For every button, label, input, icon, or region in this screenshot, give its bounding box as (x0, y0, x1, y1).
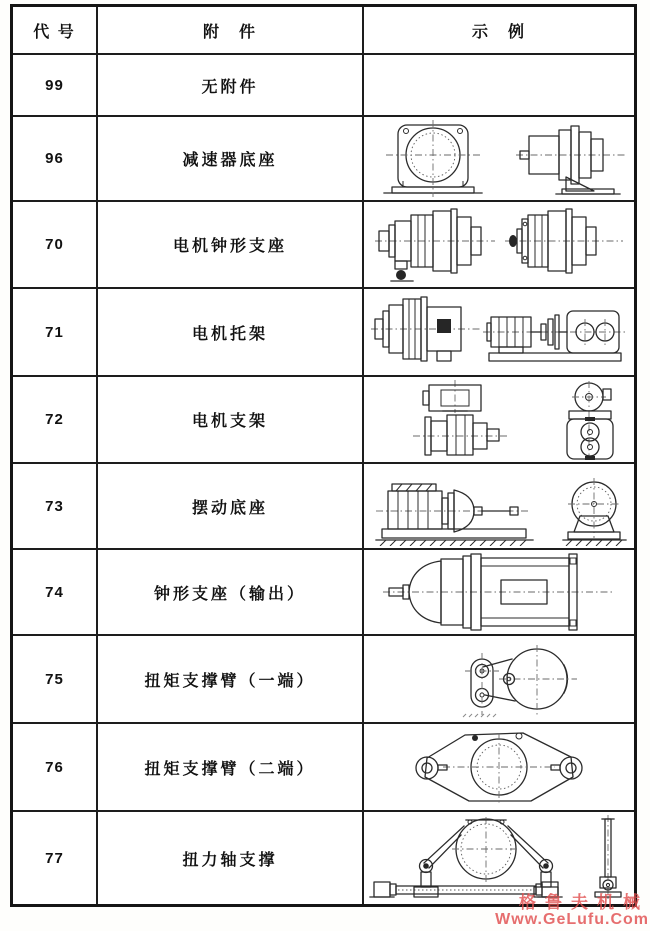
row-example (364, 636, 634, 722)
row-example (364, 550, 634, 634)
row-code: 77 (13, 812, 98, 904)
watermark-company-name: 格鲁夫机械 (519, 893, 649, 913)
row-label: 电机托架 (98, 289, 364, 375)
row-code: 72 (13, 377, 98, 462)
motor-mount-drawing (369, 379, 629, 461)
torque-arm-one-end-drawing (399, 637, 599, 721)
header-accessory: 附 件 (98, 7, 364, 53)
header-example: 示 例 (471, 23, 526, 41)
table-row (13, 53, 634, 115)
row-example (364, 464, 634, 548)
table-header-row (13, 7, 634, 53)
table-row (13, 115, 634, 200)
header-code: 代 号 (13, 7, 98, 53)
watermark-url: Www.GeLufu.Com (495, 911, 649, 929)
table-row (13, 287, 634, 375)
motor-bell-support-drawing (371, 205, 627, 285)
row-code: 70 (13, 202, 98, 287)
row-code: 74 (13, 550, 98, 634)
row-example (364, 724, 634, 810)
row-label: 电机钟形支座 (98, 202, 364, 287)
row-label: 扭矩支撑臂（一端） (98, 636, 364, 722)
accessory-code-table (10, 4, 637, 907)
row-example (364, 812, 634, 904)
row-example (364, 289, 634, 375)
row-label: 扭力轴支撑 (98, 812, 364, 904)
table-row (13, 200, 634, 287)
row-code: 75 (13, 636, 98, 722)
swing-base-drawing (368, 466, 630, 546)
row-example (364, 377, 634, 462)
row-example (364, 202, 634, 287)
row-code: 99 (13, 55, 98, 115)
table-row (13, 548, 634, 634)
row-code: 76 (13, 724, 98, 810)
torsion-shaft-support-drawing (368, 813, 630, 903)
row-label: 扭矩支撑臂（二端） (98, 724, 364, 810)
row-code: 73 (13, 464, 98, 548)
reducer-base-drawing (370, 119, 628, 199)
row-label: 钟形支座（输出） (98, 550, 364, 634)
row-code: 96 (13, 117, 98, 200)
table-row (13, 462, 634, 548)
row-example-empty (364, 55, 634, 115)
motor-bracket-drawing (369, 291, 629, 373)
row-label: 电机支架 (98, 377, 364, 462)
row-label: 无附件 (98, 55, 364, 115)
table-row (13, 634, 634, 722)
bell-support-output-drawing (379, 552, 619, 632)
row-example (364, 117, 634, 200)
table-row (13, 722, 634, 810)
table-row (13, 375, 634, 462)
row-label: 摆动底座 (98, 464, 364, 548)
row-label: 减速器底座 (98, 117, 364, 200)
row-code: 71 (13, 289, 98, 375)
torque-arm-two-ends-drawing (393, 725, 605, 809)
table-row (13, 810, 634, 904)
